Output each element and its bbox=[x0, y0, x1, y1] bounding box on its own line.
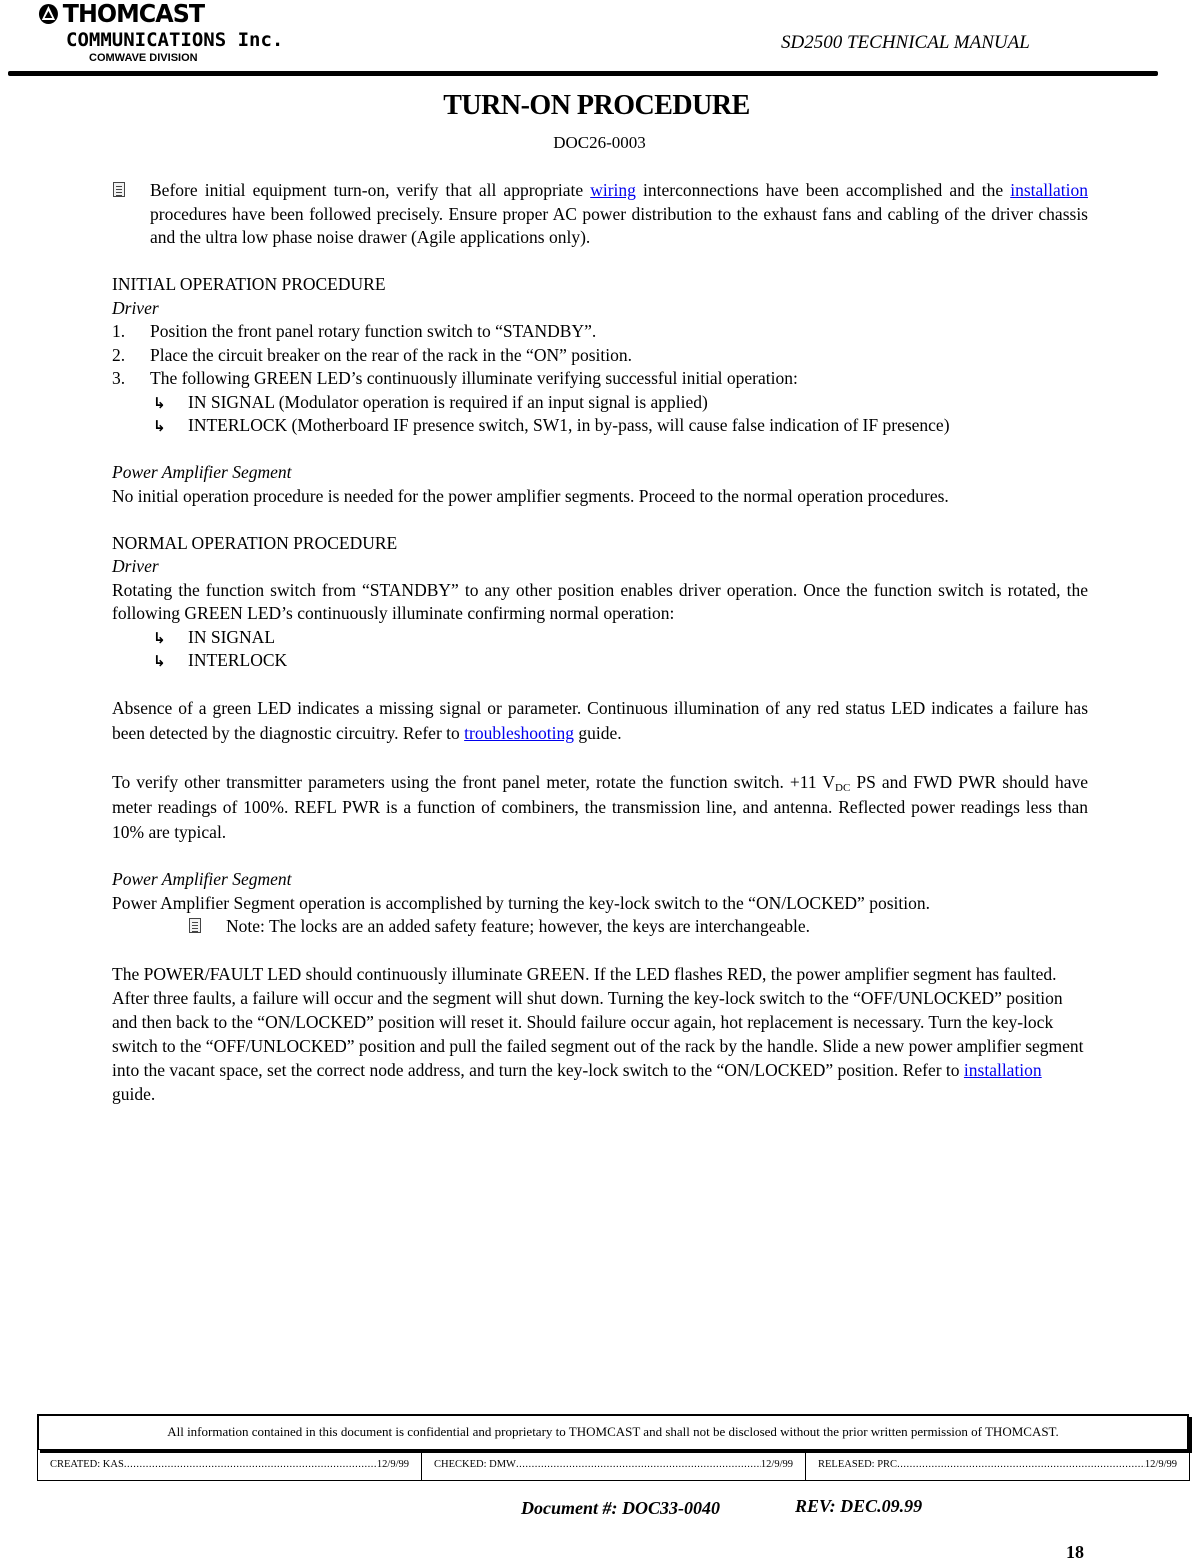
signoff-row bbox=[37, 1450, 1190, 1481]
document-number: Document #: DOC33-0040 bbox=[521, 1498, 720, 1518]
logo-name: THOMCAST bbox=[62, 0, 205, 28]
step-2: 2. Place the circuit breaker on the rear of the rack in the “ON” position. bbox=[112, 344, 633, 365]
troubleshooting-link[interactable]: troubleshooting bbox=[464, 723, 574, 743]
installation-guide-link[interactable]: installation bbox=[963, 1060, 1042, 1080]
logo-division: COMWAVE DIVISION bbox=[89, 52, 198, 64]
manual-title: SD2500 TECHNICAL MANUAL bbox=[781, 32, 1030, 53]
normal-driver-text: Rotating the function switch from “STANDBY” to any other position enables driver operation. Once the function switch is rotated, the following GREEN LED’s continuously illuminate confirming normal operation: bbox=[112, 579, 1088, 623]
step-3: 3. The following GREEN LED’s continuously illuminate verifying successful initial operation: bbox=[112, 368, 798, 388]
list-item: ↳ INTERLOCK (Motherboard IF presence switch, SW1, in by-pass, will cause false indication of IF presence) bbox=[112, 414, 1088, 438]
page-title: TURN-ON PROCEDURE bbox=[443, 90, 750, 121]
verify-paragraph: To verify other transmitter parameters using the front panel meter, rotate the function switch. +11 $V_{DC}$ PS and FWD PWR should have meter readings of 100%. REFL PWR is a function of combiners, the transmission line, and antenna. Reflected power readings less than 10% are typical. bbox=[112, 771, 1088, 842]
installation-link[interactable]: installation bbox=[1010, 180, 1088, 200]
arrow-bullet-icon: ↳ bbox=[153, 652, 166, 670]
list-item: ↳ IN SIGNAL bbox=[112, 626, 1088, 650]
initial-heading: INITIAL OPERATION PROCEDURE bbox=[112, 274, 386, 294]
wiring-link[interactable]: wiring bbox=[590, 180, 636, 200]
initial-pa-label: Power Amplifier Segment bbox=[112, 462, 292, 482]
intro-note: Before initial equipment turn-on, verify that all appropriate wiring interconnections have been accomplished and the installation procedures have been followed precisely. Ensure proper AC power distribution to the exhaust fans and cabling of the driver chassis and the ultra low phase noise drawer (Agile applications only). bbox=[112, 179, 1088, 250]
arrow-bullet-icon: ↳ bbox=[153, 417, 166, 435]
page-number: 18 bbox=[1066, 1542, 1084, 1562]
note-icon bbox=[113, 182, 125, 197]
arrow-bullet-icon: ↳ bbox=[153, 393, 166, 412]
note-icon bbox=[189, 918, 201, 933]
normal-driver-label: Driver bbox=[112, 556, 159, 576]
initial-driver-label: Driver bbox=[112, 297, 159, 318]
fault-paragraph: The POWER/FAULT LED should continuously illuminate GREEN. If the LED flashes RED, the power amplifier segment has faulted. After three faults, a failure will occur and the segment will shut down. Turning the key-lock switch to the “OFF/UNLOCKED” position and then back to the “ON/LOCKED” position will reset it. Should failure occur again, hot replacement is necessary. Turn the key-lock switch to the “OFF/UNLOCKED” position and pull the failed segment out of the rack by the handle. Slide a new power amplifier segment into the vacant space, set the correct node address, and turn the key-lock switch to the “ON/LOCKED” position. Refer to installation guide. bbox=[112, 964, 1084, 1104]
document-body bbox=[112, 179, 1088, 1106]
arrow-bullet-icon: ↳ bbox=[153, 628, 166, 647]
released-cell: RELEASED: PRC ..... 12/9/99 bbox=[805, 1450, 1189, 1480]
checked-cell: CHECKED: DMW ..... 12/9/99 bbox=[421, 1450, 805, 1480]
revision: REV: DEC.09.99 bbox=[795, 1496, 923, 1516]
list-item: ↳ IN SIGNAL (Modulator operation is required if an input signal is applied) bbox=[112, 391, 1088, 415]
step-1: 1. Position the front panel rotary function switch to “STANDBY”. bbox=[112, 321, 597, 341]
lock-note: Note: The locks are an added safety feature; however, the keys are interchangeable. bbox=[188, 915, 1088, 939]
header-divider bbox=[8, 71, 1158, 76]
initial-pa-text: No initial operation procedure is needed for the power amplifier segments. Proceed to the normal operation procedures. bbox=[112, 485, 949, 506]
thomcast-logo-icon bbox=[38, 3, 59, 25]
absence-paragraph: Absence of a green LED indicates a missing signal or parameter. Continuous illumination of any red status LED indicates a failure has been detected by the diagnostic circuitry. Refer to troubleshooting guide. bbox=[112, 698, 1088, 743]
company-logo bbox=[38, 0, 204, 28]
confidential-notice: All information contained in this document is confidential and proprietary to THOMCAST and shall not be disclosed without the prior written permission of THOMCAST. bbox=[167, 1424, 1059, 1439]
logo-company: COMMUNICATIONS Inc. bbox=[66, 29, 284, 51]
list-item: ↳ INTERLOCK bbox=[112, 649, 1088, 673]
normal-pa-label: Power Amplifier Segment bbox=[112, 869, 292, 889]
normal-pa-text: Power Amplifier Segment operation is accomplished by turning the key-lock switch to the “ON/LOCKED” position. bbox=[112, 892, 930, 913]
normal-heading: NORMAL OPERATION PROCEDURE bbox=[112, 532, 398, 553]
doc-id: DOC26-0003 bbox=[553, 133, 646, 152]
created-cell: CREATED: KAS ..... 12/9/99 bbox=[38, 1450, 421, 1480]
